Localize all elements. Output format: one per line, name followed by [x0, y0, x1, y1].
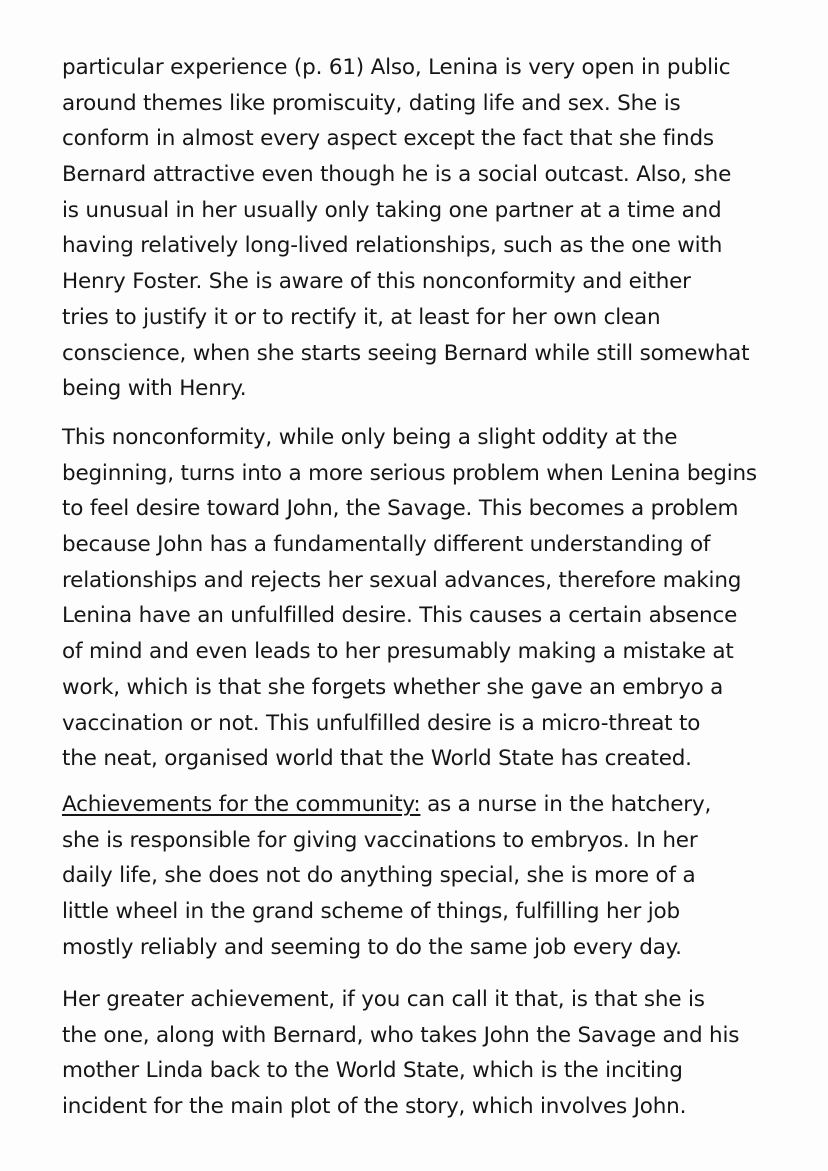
text-line: daily life, she does not do anything special, she is more of a: [62, 863, 696, 889]
text-line: the one, along with Bernard, who takes John the Savage and his: [62, 1022, 740, 1048]
text-line: little wheel in the grand scheme of things, fulfilling her job: [62, 899, 680, 925]
text-line: mother Linda back to the World State, which is the inciting: [62, 1058, 683, 1084]
paragraph-achievements: [62, 787, 782, 965]
text-line: particular experience (p. 61) Also, Lenina is very open in public: [62, 55, 731, 80]
text-line: the neat, organised world that the World State has created.: [62, 746, 692, 772]
text-line: of mind and even leads to her presumably making a mistake at: [62, 639, 734, 665]
text-line: to feel desire toward John, the Savage. This becomes a problem: [62, 496, 739, 522]
text-line: Her greater achievement, if you can call it that, is that she is: [62, 987, 705, 1012]
text-line: having relatively long-lived relationships, such as the one with: [62, 233, 723, 259]
text-line: is unusual in her usually only taking one partner at a time and: [62, 197, 722, 223]
text-line: beginning, turns into a more serious problem when Lenina begins: [62, 460, 757, 486]
text-line: relationships and rejects her sexual advances, therefore making: [62, 567, 742, 593]
text-line: mostly reliably and seeming to do the same job every day.: [62, 934, 682, 960]
paragraph-lenina-openness: [62, 50, 782, 407]
section-heading-achievements: Achievements for the community:: [62, 792, 421, 817]
text-line: Bernard attractive even though he is a social outcast. Also, she: [62, 162, 732, 188]
text-line: conscience, when she starts seeing Bernard while still somewhat: [62, 340, 750, 366]
text-line: work, which is that she forgets whether she gave an embryo a: [62, 674, 724, 700]
text-line: being with Henry.: [62, 376, 247, 402]
text-line: tries to justify it or to rectify it, at least for her own clean: [62, 304, 661, 330]
text-line: around themes like promiscuity, dating life and sex. She is: [62, 90, 681, 116]
text-line: This nonconformity, while only being a slight oddity at the: [62, 425, 678, 450]
text-line: Henry Foster. She is aware of this nonconformity and either: [62, 269, 691, 295]
text-line: vaccination or not. This unfulfilled desire is a micro-threat to: [62, 710, 701, 736]
text-line: incident for the main plot of the story, which involves John.: [62, 1094, 687, 1120]
paragraph-nonconformity: [62, 420, 782, 777]
text-line: [62, 787, 782, 823]
text-line: conform in almost every aspect except the fact that she finds: [62, 126, 714, 152]
text-line: she is responsible for giving vaccinations to embryos. In her: [62, 827, 698, 853]
heading-continuation: as a nurse in the hatchery,: [420, 792, 712, 817]
text-line: Lenina have an unfulfilled desire. This causes a certain absence: [62, 603, 738, 629]
text-line: because John has a fundamentally different understanding of: [62, 532, 711, 558]
paragraph-greater-achievement: [62, 982, 782, 1125]
